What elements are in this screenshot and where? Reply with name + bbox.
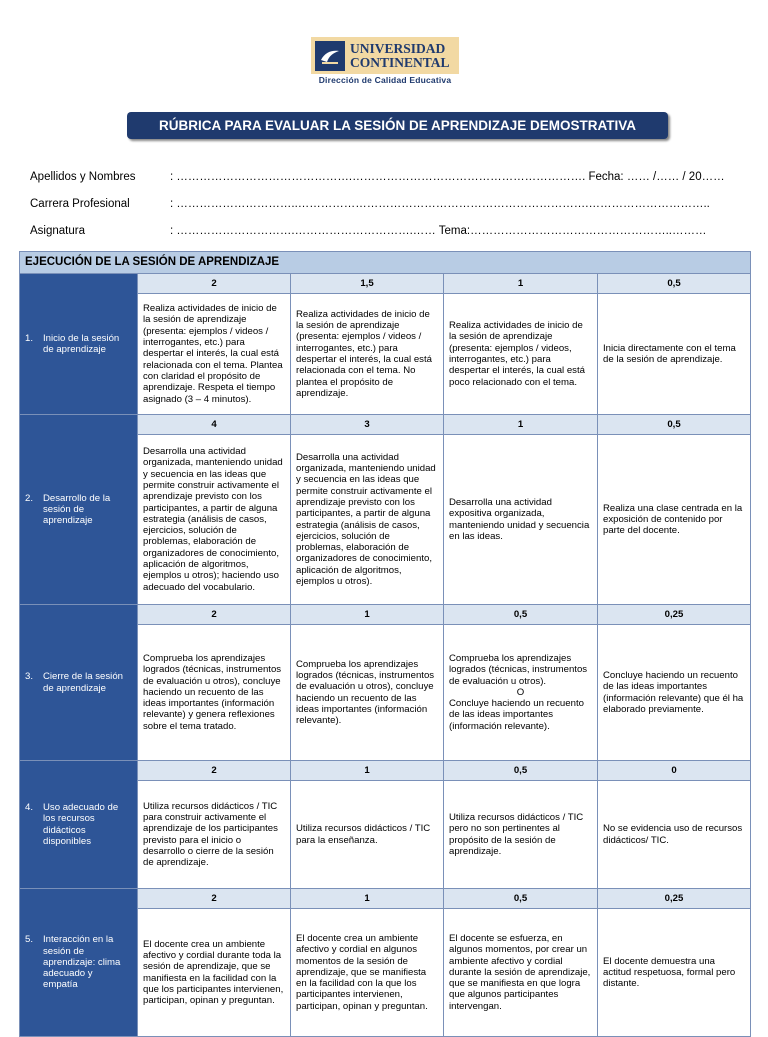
score-level: 3 [291,415,444,435]
level-description: El docente se esfuerza, en algunos momentos, por crear un ambiente afectivo y cordial durante la sesión de aprendizaje, que se manifiesta en que logra que algunos participantes intervengan. [444,909,598,1037]
score-level: 4 [138,415,291,435]
level-description: Realiza una clase centrada en la exposición de contenido por parte del docente. [598,435,751,605]
criterion-label: Cierre de la sesión de aprendizaje [43,671,123,694]
document-title: RÚBRICA PARA EVALUAR LA SESIÓN DE APRENDIZAJE DEMOSTRATIVA [127,112,668,139]
logo-emblem-icon [315,41,345,71]
field-asignatura [30,225,707,237]
criterion-number: 3. [25,671,34,683]
criterion-label: Uso adecuado de los recursos didácticos disponibles [43,801,119,847]
criterion-2 [20,415,138,605]
score-level: 1 [444,415,598,435]
level-description: El docente demuestra una actitud respetuosa, formal pero distante. [598,909,751,1037]
score-level: 2 [138,761,291,781]
logo-line2: CONTINENTAL [350,54,450,70]
score-level: 0,25 [598,889,751,909]
level-description: El docente crea un ambiente afectivo y cordial en algunos momentos de la sesión de aprendizaje, que se manifiesta en la facilidad con la que los participantes intervienen, participan, opinan y preguntan. [291,909,444,1037]
field-label: Apellidos y Nombres [30,171,136,183]
score-level: 0,5 [444,605,598,625]
level-description: El docente crea un ambiente afectivo y cordial durante toda la sesión de aprendizaje, que se manifiesta en la facilidad con la que los participantes intervienen, participan, opinan y preguntan. [138,909,291,1037]
criterion-number: 1. [25,332,34,344]
department-subtitle: Dirección de Calidad Educativa [318,75,452,85]
level-description: Utiliza recursos didácticos / TIC para la enseñanza. [291,781,444,889]
score-level: 1 [291,605,444,625]
score-level: 1 [291,761,444,781]
field-value: : …………………………..………………………………………………………………….………………………….. [170,198,710,210]
level-description: Comprueba los aprendizajes logrados (técnicas, instrumentos de evaluación u otros), concluye haciendo un recuento de las ideas importantes (información relevante) y genera reflexiones sobre el tema tratado. [138,625,291,761]
score-level: 1 [444,274,598,294]
level-description: Utiliza recursos didácticos / TIC pero no son pertinentes al propósito de la sesión de aprendizaje. [444,781,598,889]
level-description: Concluye haciendo un recuento de las ideas importantes (información relevante) que él ha elaborado previamente. [598,625,751,761]
score-level: 2 [138,605,291,625]
rubric-table [19,251,751,1037]
field-label: Asignatura [30,225,85,237]
criterion-number: 5. [25,934,34,946]
criterion-label: Interacción en la sesión de aprendizaje: clima adecuado y empatía [43,934,121,991]
level-description: Utiliza recursos didácticos / TIC para construir activamente el aprendizaje de los participantes previsto para el inicio o desarrollo o cierre de la sesión de aprendizaje. [138,781,291,889]
level-description: Desarrolla una actividad organizada, manteniendo unidad y secuencia en las ideas que permite construir activamente el aprendizaje previsto con los participantes, a partir de alguna estrategia (análisis de casos, ejercicios, solución de problemas, elaboración de organizadores de conocimiento, aplicación de algoritmos, ejemplos u otros). [291,435,444,605]
score-level: 1 [291,889,444,909]
score-level: 2 [138,274,291,294]
level-description: Realiza actividades de inicio de la sesión de aprendizaje (presenta: ejemplos / videos, interrogantes, etc.) para despertar el interés, la cual está poco relacionado con el tema. [444,294,598,415]
university-logo [311,37,459,74]
level-description: Desarrolla una actividad organizada, manteniendo unidad y secuencia en las ideas que permite construir activamente el aprendizaje previsto con los participantes, a partir de alguna estrategia (análisis de casos, ejercicios, solución de problemas, elaboración de organizadores de conocimiento, aplicación de algoritmos, ejemplos u otros); haciendo uso adecuado del vocabulario. [138,435,291,605]
field-value: : ……………………………………….……………………………………………………. Fecha: …… /…… / 20…… [170,171,725,183]
score-level: 0,5 [444,889,598,909]
criterion-number: 4. [25,801,34,813]
criterion-number: 2. [25,492,34,504]
criterion-label: Inicio de la sesión de aprendizaje [43,332,120,355]
criterion-5 [20,889,138,1037]
criterion-1 [20,274,138,415]
logo-line1: UNIVERSIDAD [350,40,446,56]
level-description: Inicia directamente con el tema de la sesión de aprendizaje. [598,294,751,415]
score-level: 0,25 [598,605,751,625]
score-level: 2 [138,889,291,909]
level-description: Desarrolla una actividad expositiva organizada, manteniendo unidad y secuencia en las ideas. [444,435,598,605]
level-description: No se evidencia uso de recursos didácticos/ TIC. [598,781,751,889]
score-level: 0 [598,761,751,781]
criterion-3 [20,605,138,761]
level-description: Comprueba los aprendizajes logrados (técnicas, instrumentos de evaluación u otros). O Concluye haciendo un recuento de las ideas importantes (información relevante). [444,625,598,761]
section-title: EJECUCIÓN DE LA SESIÓN DE APRENDIZAJE [20,252,751,274]
level-description: Realiza actividades de inicio de la sesión de aprendizaje (presenta: ejemplos / videos / interrogantes, etc.) para despertar el interés, la cual está relacionada con el tema. Plantea con claridad el propósito de aprendizaje. Respeta el tiempo asignado (3 – 4 minutos). [138,294,291,415]
level-description: Realiza actividades de inicio de la sesión de aprendizaje (presenta: ejemplos / videos / interrogantes, etc.) para despertar el interés, la cual está relacionada con el tema. No plantea el propósito de aprendizaje. [291,294,444,415]
field-apellidos [30,171,725,183]
field-carrera [30,198,710,210]
field-value: : ………………………….………………………….…… Tema:……………………………………………..……… [170,225,707,237]
score-level: 0,5 [598,274,751,294]
field-label: Carrera Profesional [30,198,130,210]
criterion-4 [20,761,138,889]
score-level: 1,5 [291,274,444,294]
score-level: 0,5 [444,761,598,781]
criterion-label: Desarrollo de la sesión de aprendizaje [43,492,111,527]
level-description: Comprueba los aprendizajes logrados (técnicas, instrumentos de evaluación u otros), concluye haciendo un recuento de las ideas importantes (información relevante). [291,625,444,761]
score-level: 0,5 [598,415,751,435]
